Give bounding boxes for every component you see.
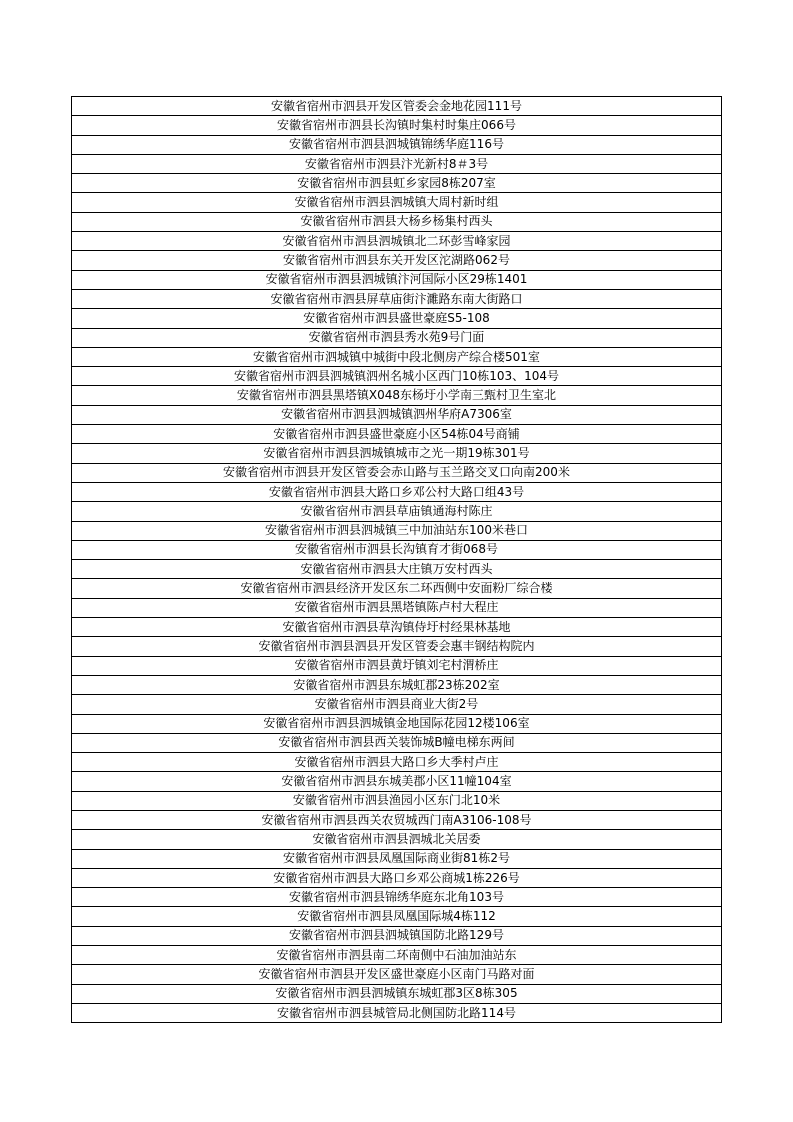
address-cell: 安徽省宿州市泗县黑塔镇陈卢村大程庄 [72,598,722,617]
table-row [72,830,722,849]
table-row [72,733,722,752]
address-cell: 安徽省宿州市泗县黑塔镇X048东杨圩小学南三甄村卫生室北 [72,386,722,405]
table-row [72,560,722,579]
table-row [72,618,722,637]
table-row [72,868,722,887]
table-row [72,232,722,251]
table-row [72,328,722,347]
table-row [72,309,722,328]
address-cell: 安徽省宿州市泗县东城美郡小区11幢104室 [72,772,722,791]
table-row [72,946,722,965]
table-row [72,444,722,463]
address-cell: 安徽省宿州市泗县草庙镇通海村陈庄 [72,502,722,521]
table-row [72,193,722,212]
table-row [72,482,722,501]
address-cell: 安徽省宿州市泗县开发区管委会金地花园111号 [72,97,722,116]
table-row [72,926,722,945]
address-cell: 安徽省宿州市泗县大路口乡邓公村大路口组43号 [72,482,722,501]
table-row [72,367,722,386]
table-row [72,579,722,598]
address-cell: 安徽省宿州市泗县长沟镇时集村时集庄066号 [72,116,722,135]
table-row [72,637,722,656]
address-cell: 安徽省宿州市泗县泗城镇三中加油站东100米巷口 [72,521,722,540]
address-cell: 安徽省宿州市泗县盛世豪庭S5-108 [72,309,722,328]
address-cell: 安徽省宿州市泗县凤凰国际商业街81栋2号 [72,849,722,868]
address-cell: 安徽省宿州市泗县凤凰国际城4栋112 [72,907,722,926]
address-cell: 安徽省宿州市泗县长沟镇育才街068号 [72,540,722,559]
address-cell: 安徽省宿州市泗县渔园小区东门北10米 [72,791,722,810]
address-cell: 安徽省宿州市泗县城管局北侧国防北路114号 [72,1003,722,1022]
address-cell: 安徽省宿州市泗城镇中城街中段北侧房产综合楼501室 [72,347,722,366]
address-cell: 安徽省宿州市泗县黄圩镇刘宅村渭桥庄 [72,656,722,675]
address-cell: 安徽省宿州市泗县西关农贸城西门南A3106-108号 [72,810,722,829]
table-row [72,714,722,733]
table-row [72,289,722,308]
address-cell: 安徽省宿州市泗县泗城镇金地国际花园12楼106室 [72,714,722,733]
table-row [72,540,722,559]
address-cell: 安徽省宿州市泗县泗城镇泗州华府A7306室 [72,405,722,424]
address-cell: 安徽省宿州市泗县东城虹郡23栋202室 [72,675,722,694]
table-row [72,791,722,810]
address-cell: 安徽省宿州市泗县开发区盛世豪庭小区南门马路对面 [72,965,722,984]
table-row [72,270,722,289]
table-row [72,463,722,482]
table-row [72,425,722,444]
address-cell: 安徽省宿州市泗县西关装饰城B幢电梯东两间 [72,733,722,752]
address-cell: 安徽省宿州市泗县东关开发区沱湖路062号 [72,251,722,270]
address-cell: 安徽省宿州市泗县商业大街2号 [72,695,722,714]
address-cell: 安徽省宿州市泗县泗城镇北二环彭雪峰家园 [72,232,722,251]
table-row [72,984,722,1003]
table-row [72,965,722,984]
address-cell: 安徽省宿州市泗县泗城镇城市之光一期19栋301号 [72,444,722,463]
table-row [72,97,722,116]
address-table [71,96,722,1023]
address-cell: 安徽省宿州市泗县泗城镇国防北路129号 [72,926,722,945]
address-cell: 安徽省宿州市泗县泗城镇大周村新时组 [72,193,722,212]
address-cell: 安徽省宿州市泗县泗城北关居委 [72,830,722,849]
address-cell: 安徽省宿州市泗县泗县开发区管委会惠丰钢结构院内 [72,637,722,656]
table-row [72,116,722,135]
address-cell: 安徽省宿州市泗县泗城镇东城虹郡3区8栋305 [72,984,722,1003]
address-cell: 安徽省宿州市泗县草沟镇侍圩村经果林基地 [72,618,722,637]
address-cell: 安徽省宿州市泗县汴光新村8＃3号 [72,154,722,173]
table-row [72,772,722,791]
table-row [72,888,722,907]
address-cell: 安徽省宿州市泗县盛世豪庭小区54栋04号商铺 [72,425,722,444]
address-cell: 安徽省宿州市泗县南二环南侧中石油加油站东 [72,946,722,965]
address-cell: 安徽省宿州市泗县泗城镇泗州名城小区西门10栋103、104号 [72,367,722,386]
table-row [72,695,722,714]
table-row [72,656,722,675]
address-cell: 安徽省宿州市泗县泗城镇汴河国际小区29栋1401 [72,270,722,289]
table-row [72,1003,722,1022]
table-row [72,135,722,154]
address-cell: 安徽省宿州市泗县大路口乡邓公商城1栋226号 [72,868,722,887]
address-cell: 安徽省宿州市泗县大路口乡大季村卢庄 [72,753,722,772]
table-row [72,502,722,521]
table-row [72,386,722,405]
table-row [72,174,722,193]
table-row [72,521,722,540]
address-cell: 安徽省宿州市泗县虹乡家园8栋207室 [72,174,722,193]
table-row [72,598,722,617]
address-cell: 安徽省宿州市泗县秀水苑9号门面 [72,328,722,347]
address-cell: 安徽省宿州市泗县屏草庙街汴濉路东南大街路口 [72,289,722,308]
address-cell: 安徽省宿州市泗县锦绣华庭东北角103号 [72,888,722,907]
table-row [72,154,722,173]
table-row [72,675,722,694]
address-table-body [72,97,722,1023]
table-row [72,810,722,829]
table-row [72,212,722,231]
address-cell: 安徽省宿州市泗县泗城镇锦绣华庭116号 [72,135,722,154]
table-row [72,753,722,772]
address-cell: 安徽省宿州市泗县经济开发区东二环西侧中安面粉厂综合楼 [72,579,722,598]
table-row [72,849,722,868]
table-row [72,405,722,424]
table-row [72,907,722,926]
address-cell: 安徽省宿州市泗县开发区管委会赤山路与玉兰路交叉口向南200米 [72,463,722,482]
address-cell: 安徽省宿州市泗县大庄镇万安村西头 [72,560,722,579]
table-row [72,251,722,270]
table-row [72,347,722,366]
address-cell: 安徽省宿州市泗县大杨乡杨集村西头 [72,212,722,231]
